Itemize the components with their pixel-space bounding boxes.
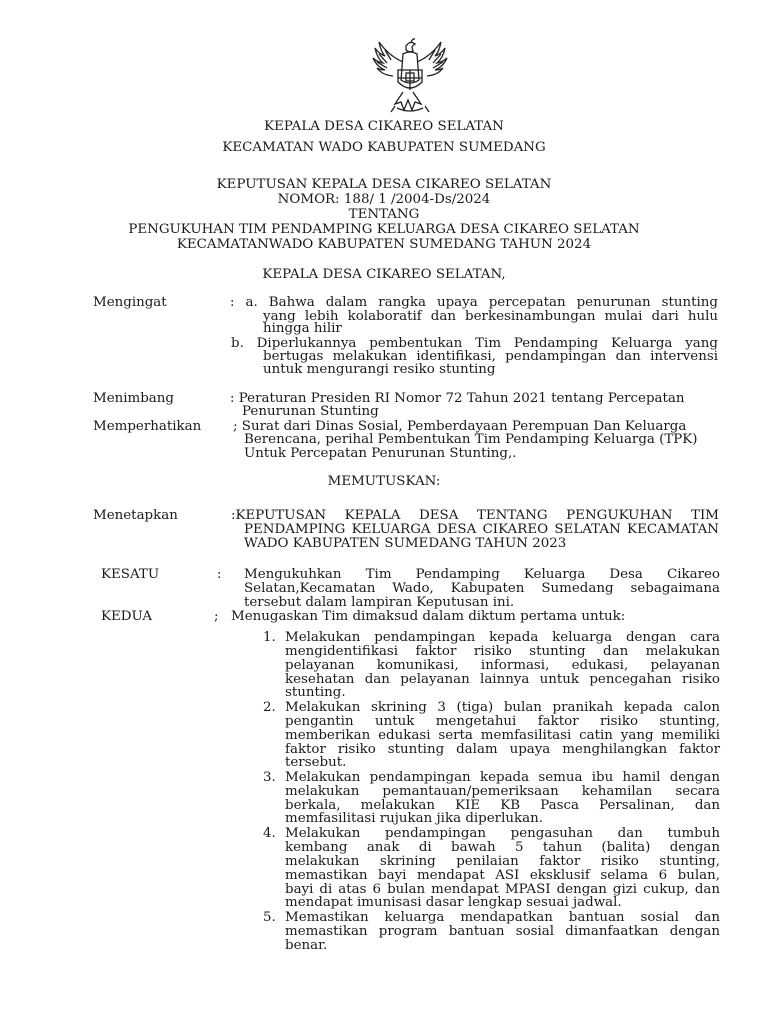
item-1-line5: stunting.	[285, 685, 346, 700]
decree-title: KEPUTUSAN KEPALA DESA CIKAREO SELATAN	[216, 177, 552, 192]
item-2-line3: memberikan edukasi serta memfasilitasi catin yang memiliki	[285, 728, 720, 743]
menetapkan-label: Menetapkan	[93, 508, 178, 523]
item-4-number: 4.	[263, 826, 276, 841]
memutuskan-heading: MEMUTUSKAN:	[327, 474, 441, 489]
item-5-line3: benar.	[285, 938, 328, 953]
decree-about: TENTANG	[348, 207, 420, 222]
kesatu-line2: Selatan,Kecamatan Wado, Kabupaten Sumedang sebagaimana	[244, 581, 720, 596]
item-2-line4: faktor risiko stunting dalam upaya menghilangkan faktor	[285, 742, 720, 757]
item-2-number: 2.	[263, 700, 276, 715]
item-4-line6: mendapat imunisasi dasar lengkap sesuai jadwal.	[285, 895, 622, 910]
authority-heading: KEPALA DESA CIKAREO SELATAN,	[262, 267, 506, 282]
item-4-line2: kembang anak di bawah 5 tahun (balita) dengan	[285, 840, 720, 855]
subdistrict-title: KECAMATAN WADO KABUPATEN SUMEDANG	[222, 140, 546, 155]
mengingat-b-line1: b. Diperlukannya pembentukan Tim Pendamping Keluarga yang	[231, 336, 718, 351]
memperhatikan-line1: ; Surat dari Dinas Sosial, Pemberdayaan Perempuan Dan Keluarga	[233, 419, 687, 434]
kesatu-line1: Mengukuhkan Tim Pendamping Keluarga Desa Cikareo	[244, 567, 720, 582]
item-1-line4: kesehatan dan pelayanan lainnya untuk pencegahan risiko	[285, 672, 720, 687]
menetapkan-line1: :KEPUTUSAN KEPALA DESA TENTANG PENGUKUHAN TIM	[231, 508, 719, 523]
item-1-line1: Melakukan pendampingan kepada keluarga dengan cara	[285, 630, 720, 645]
mengingat-b-line3: untuk mengurangi resiko stunting	[263, 362, 496, 377]
item-1-line2: mengidentifikasi faktor risiko stunting dan melakukan	[285, 644, 720, 659]
item-2-line1: Melakukan skrining 3 (tiga) bulan pranikah kepada calon	[285, 700, 720, 715]
item-4-line4: memastikan bayi mendapat ASI eksklusif selama 6 bulan,	[285, 868, 720, 883]
menetapkan-line2: PENDAMPING KELUARGA DESA CIKAREO SELATAN KECAMATAN	[244, 522, 719, 537]
item-1-line3: pelayanan komunikasi, informasi, edukasi, pelayanan	[285, 658, 720, 673]
menimbang-line1: : Peraturan Presiden RI Nomor 72 Tahun 2021 tentang Percepatan	[230, 391, 685, 406]
item-4-line1: Melakukan pendampingan pengasuhan dan tumbuh	[285, 826, 720, 841]
village-head-title: KEPALA DESA CIKAREO SELATAN	[264, 119, 504, 134]
memperhatikan-label: Memperhatikan	[93, 419, 202, 434]
mengingat-a-line1: : a. Bahwa dalam rangka upaya percepatan penurunan stunting	[230, 295, 718, 310]
menimbang-label: Menimbang	[93, 391, 174, 406]
kedua-intro: Menugaskan Tim dimaksud dalam diktum pertama untuk:	[231, 609, 626, 624]
garuda-emblem-icon	[365, 32, 455, 122]
item-3-number: 3.	[263, 770, 276, 785]
decree-number: NOMOR: 188/ 1 /2004-Ds/2024	[277, 192, 491, 207]
kesatu-label: KESATU	[101, 567, 160, 582]
item-1-number: 1.	[263, 630, 276, 645]
kesatu-separator: :	[217, 567, 222, 582]
memperhatikan-line3: Untuk Percepatan Penurunan Stunting,.	[244, 446, 517, 461]
decree-subject-line2: KECAMATANWADO KABUPATEN SUMEDANG TAHUN 2024	[176, 237, 592, 252]
item-4-line5: bayi di atas 6 bulan mendapat MPASI dengan gizi cukup, dan	[285, 882, 720, 897]
item-3-line1: Melakukan pendampingan kepada semua ibu hamil dengan	[285, 770, 720, 785]
mengingat-a-line3: hingga hilir	[263, 321, 342, 336]
item-4-line3: melakukan skrining penilaian faktor risiko stunting,	[285, 854, 720, 869]
item-3-line3: berkala, melakukan KIE KB Pasca Persalinan, dan	[285, 798, 720, 813]
memperhatikan-line2: Berencana, perihal Pembentukan Tim Pendamping Keluarga (TPK)	[244, 432, 698, 447]
mengingat-b-line2: bertugas melakukan identifikasi, pendampingan dan intervensi	[263, 349, 718, 364]
item-2-line5: tersebut.	[285, 755, 347, 770]
menetapkan-line3: WADO KABUPATEN SUMEDANG TAHUN 2023	[244, 536, 567, 551]
menimbang-line2: Penurunan Stunting	[242, 404, 379, 419]
item-5-line1: Memastikan keluarga mendapatkan bantuan sosial dan	[285, 910, 720, 925]
kedua-label: KEDUA	[101, 609, 153, 624]
mengingat-a-line2: yang lebih kolaboratif dan berkesinambungan mulai dari hulu	[263, 309, 718, 324]
item-3-line2: melakukan pemantauan/pemeriksaan kehamilan secara	[285, 784, 720, 799]
kesatu-line3: tersebut dalam lampiran Keputusan ini.	[244, 595, 515, 610]
item-3-line4: memfasilitasi rujukan jika diperlukan.	[285, 811, 543, 826]
decree-subject-line1: PENGUKUHAN TIM PENDAMPING KELUARGA DESA CIKAREO SELATAN	[128, 222, 640, 237]
item-5-line2: memastikan program bantuan sosial dimanfaatkan dengan	[285, 924, 720, 939]
item-2-line2: pengantin untuk mengetahui faktor risiko stunting,	[285, 714, 720, 729]
kedua-separator: ;	[214, 609, 219, 624]
mengingat-label: Mengingat	[93, 295, 167, 310]
item-5-number: 5.	[263, 910, 276, 925]
